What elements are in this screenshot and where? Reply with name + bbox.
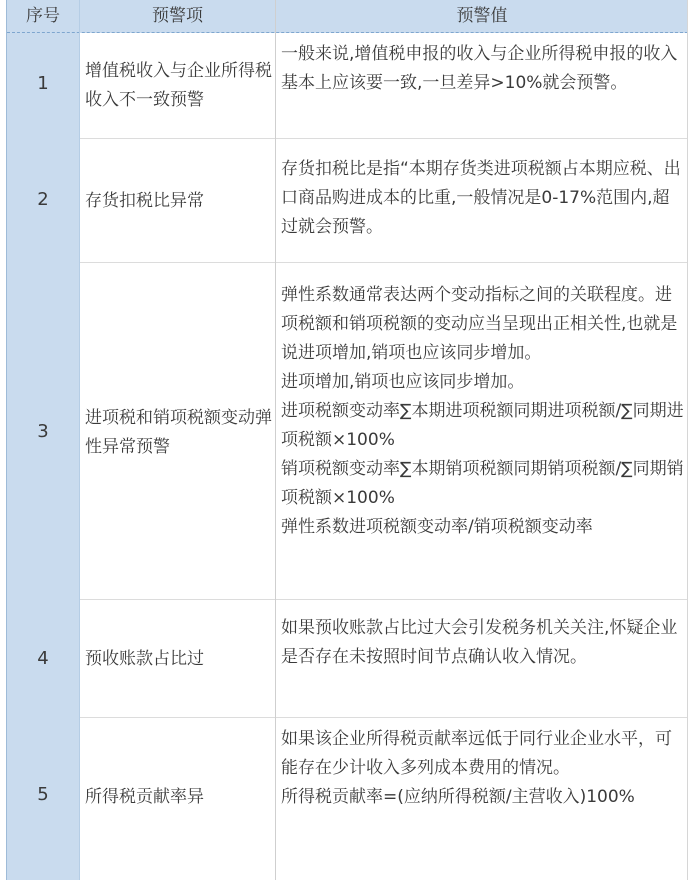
warning-value: [281, 155, 685, 242]
row-number: 5: [37, 784, 49, 805]
value-line: 弹性系数进项税额变动率/销项税额变动率: [281, 517, 593, 537]
header-warning-item: 预警项: [152, 6, 203, 26]
table-row: [7, 139, 688, 263]
value-line: 所得税贡献率=(应纳所得税额/主营收入)100%: [281, 787, 635, 807]
table-row: [7, 718, 688, 880]
value-line: 存货扣税比是指“本期存货类进项税额占本期应税、出口商品购进成本的比重,一般情况是0-17%范围内,超过就会预警。: [281, 159, 681, 237]
value-line: 一般来说,增值税申报的收入与企业所得税申报的收入基本上应该要一致,一旦差异>10%就会预警。: [281, 44, 678, 93]
warning-value: [281, 40, 685, 98]
warning-value: [281, 281, 685, 542]
value-line: 进项税额变动率∑本期进项税额同期进项税额/∑同期进项税额×100%: [281, 401, 684, 450]
header-number: 序号: [26, 6, 60, 26]
column-divider: [79, 0, 80, 880]
table-row: [7, 600, 688, 718]
warning-item: 增值税收入与企业所得税收入不一致预警: [85, 61, 272, 110]
row-number: 4: [37, 648, 49, 669]
table-header: [7, 0, 688, 33]
value-line: 如果该企业所得税贡献率远低于同行业企业水平，可能存在少计收入多列成本费用的情况。: [281, 729, 672, 778]
row-number: 3: [37, 421, 49, 442]
value-line: 销项税额变动率∑本期销项税额同期销项税额/∑同期销项税额×100%: [281, 459, 684, 508]
warning-value: [281, 614, 685, 672]
table-row: [7, 33, 688, 139]
row-number: 2: [37, 189, 49, 210]
warning-value: [281, 725, 685, 812]
value-line: 如果预收账款占比过大会引发税务机关关注,怀疑企业是否存在未按照时间节点确认收入情况。: [281, 618, 678, 667]
value-line: 进项增加,销项也应该同步增加。: [281, 372, 525, 392]
warning-item: 存货扣税比异常: [85, 191, 204, 211]
header-warning-value: 预警值: [456, 6, 508, 26]
warning-item: 所得税贡献率异: [85, 787, 204, 807]
table-right-border: [687, 0, 688, 880]
warning-item: 预收账款占比过: [85, 649, 204, 669]
column-divider: [275, 0, 276, 880]
warning-item: 进项税和销项税额变动弹性异常预警: [85, 408, 272, 457]
table-row: [7, 263, 688, 600]
value-line: 弹性系数通常表达两个变动指标之间的关联程度。进项税额和销项税额的变动应当呈现出正相关性,也就是说进项增加,销项也应该同步增加。: [281, 285, 678, 363]
tax-warning-table: [6, 0, 688, 880]
row-number: 1: [37, 73, 49, 94]
